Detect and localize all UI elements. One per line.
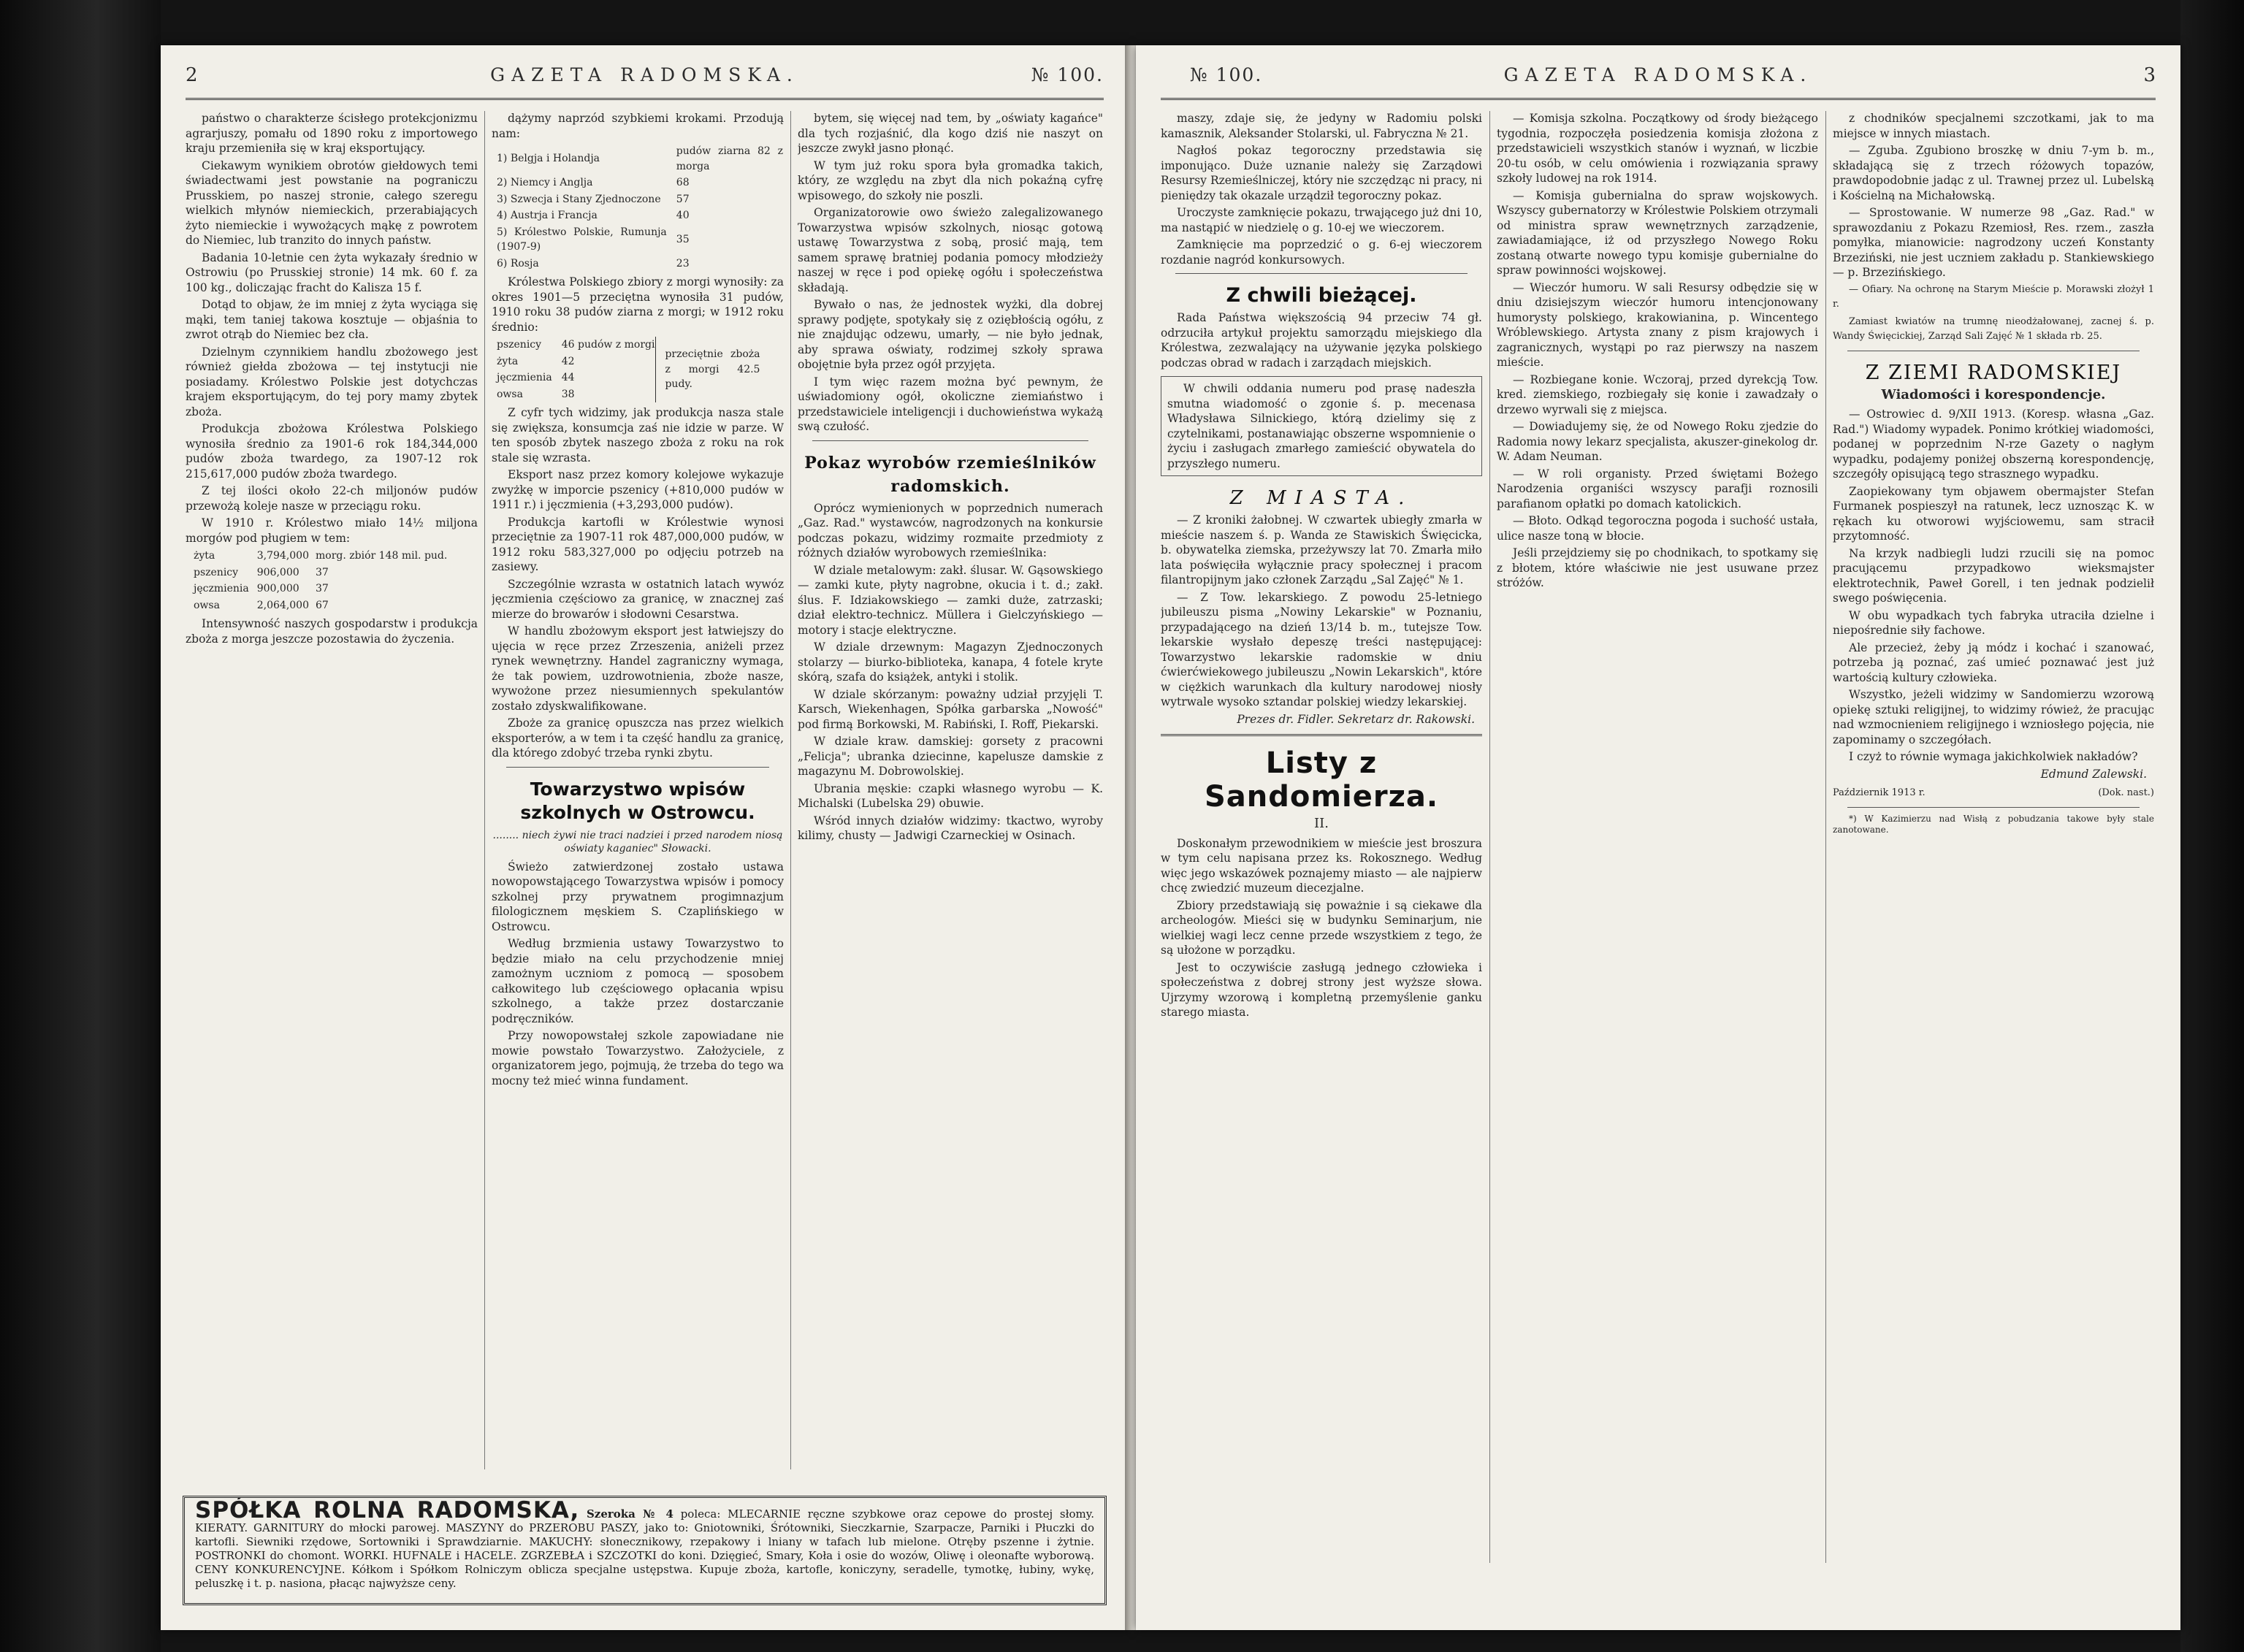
article-paragraph: Produkcja zbożowa Królestwa Polskiego wynosiła średnio za 1901-6 rok 184,344,000 pudów zboża twardego, za 1907-12 rok 215,617,000 pudów zboża twardego. [186, 422, 478, 481]
article-paragraph: Według brzmienia ustawy Towarzystwo to będzie miało na celu przychodzenie mniej zamożnym uczniom z pomocą — sposobem całkowitego lub częściowego opłacania wpisu szkolnego, a także przez dostarczanie podręczników. [492, 937, 784, 1025]
news-item: — Dowiadujemy się, że od Nowego Roku zjedzie do Radomia nowy lekarz specjalista, akuszer-ginekolog dr. W. Adam Neuman. [1497, 420, 1818, 463]
left-masthead: GAZETA RADOMSKA. [490, 64, 799, 85]
article-paragraph: Szczególnie wzrasta w ostatnich latach wywóz jęczmienia częściowo za granicę, w znacznej zaś mierze do browarów i słodowni Cesarstwa. [492, 577, 784, 621]
article-paragraph: I czyż to równie wymaga jakichkolwiek nakładów? [1849, 750, 2138, 763]
article-paragraph: W dziale skórzanym: poważny udział przyjęli T. Karsch, Wiekenhagen, Spółka garbarska „Nowość" pod firmą Borkowski, M. Rabiński, I. Roff, Piekarski. [798, 687, 1103, 731]
section-heading: Z chwili bieżącej. [1226, 284, 1417, 307]
article-paragraph: Uroczyste zamknięcie pokazu, trwającego już dni 10, ma nastąpić w niedzielę o g. 10-ej we wieczorem. [1161, 206, 1482, 234]
article-paragraph: W dziale drzewnym: Magazyn Zjednoczonych stolarzy — biurko-biblioteka, kanapa, 4 fotele kryte skórą, szafa do książek, antyki i stolik. [798, 640, 1103, 684]
article-paragraph: Zaopiekowany tym objawem obermajster Stefan Furmanek pospieszył na ratunek, lecz uznosząc K. w rękach ku otworowi wyjściowemu, sam stracił przytomność. [1833, 484, 2154, 543]
news-item: — W roli organisty. Przed świętami Bożego Narodzenia organiści wszyscy parafji roznosili parafianom opłatki po domach katolickich. [1497, 467, 1818, 510]
signature: Edmund Zalewski. [2040, 767, 2147, 781]
news-item: — Komisja szkolna. Początkowy od środy bieżącego tygodnia, rozpoczęła posiedzenia komisja złożona z przedstawicieli wszystkich stanów i wyznań, w liczbie 20-tu osób, w celu omówienia i rozwiązania sprawy szkoły ludowej na rok 1914. [1497, 112, 1818, 185]
article-paragraph: Intensywność naszych gospodarstw i produkcja zboża z morga jeszcze pozostawia do życzenia. [186, 617, 478, 646]
article-paragraph: Świeżo zatwierdzonej zostało ustawa nowopowstającego Towarzystwa wpisów i pomocy szkolnej przy prywatnem progimnazjum filologicznem męskiem S. Czaplińskiego w Ostrowcu. [492, 860, 784, 933]
article-paragraph: Ciekawym wynikiem obrotów giełdowych temi świadectwami jest powstanie na pograniczu Prusskiem, po naszej stronie, całego szeregu wielkich młynów niemieckich, przerabiających żyto niemieckie i wywożących mąkę z powrotem do Niemiec, lub tranzito do innych państw. [186, 158, 478, 247]
news-item: — Błoto. Odkąd tegoroczna pogoda i suchość ustała, ulice nasze toną w błocie. [1497, 514, 1818, 543]
news-item: — Ofiary. Na ochronę na Starym Mieście p. Morawski złożył 1 r. [1833, 283, 2154, 310]
ad-title: SPÓŁKA ROLNA RADOMSKA, [195, 1497, 580, 1523]
right-column-1 [1161, 111, 1482, 1563]
signature: Prezes dr. Fidler. Sekretarz dr. Rakowski. [1237, 712, 1475, 726]
section-heading: Z MIASTA. [1229, 487, 1413, 509]
motto-quote: ........ niech żywi nie traci nadziei i przed narodem niosą oświaty kaganiec" Słowacki. [492, 829, 783, 854]
right-column-2 [1497, 111, 1818, 1563]
part-number: II. [1314, 816, 1329, 831]
article-paragraph: państwo o charakterze ścisłego protekcjonizmu agrarjuszy, pomału od 1890 roku z importowego kraju przemieniła się w kraj eksportujący. [186, 112, 478, 155]
news-item: — Rozbiegane konie. Wczoraj, przed dyrekcją Tow. kred. ziemskiego, rozbiegały się konie i zawadzały o drzewo wyrwali się z miejsca. [1497, 372, 1818, 416]
article-paragraph: Ubrania męskie: czapki własnego wyrobu — K. Michalski (Lubelska 29) obuwie. [798, 781, 1103, 810]
right-masthead: GAZETA RADOMSKA. [1503, 64, 1813, 85]
article-paragraph: Dotąd to objaw, że im mniej z żyta wyciąga się mąki, tem taniej takowa kosztuje — objaśnia to zwrot otrąb do Niemiec bez cła. [186, 298, 478, 341]
article-paragraph: maszy, zdaje się, że jedyny w Radomiu polski kamasznik, Aleksander Stolarski, ul. Fabryczna № 21. [1161, 112, 1482, 140]
news-item: — Komisja gubernialna do spraw wojskowych. Wszyscy gubernatorzy w Królestwie Polskiem otrzymali od ministra spraw wewnętrznych zarządzenie, zawiadamiające, iż od przyszłego Nowego Roku zostaną otwarte nowego typu komisje gubernialne do spraw powinności wojskowej. [1497, 188, 1818, 277]
right-column-3 [1833, 111, 2154, 1563]
news-item: Jeśli przejdziemy się po chodnikach, to spotkamy się z błotem, które właściwie nie jest usuwane przez stróżów. [1497, 546, 1818, 589]
right-issue-number: № 100. [1190, 64, 1263, 85]
article-paragraph: Doskonałym przewodnikiem w mieście jest broszura w tym celu napisana przez ks. Rokosznego. Według więc jego wskazówek poznajemy miasto — ale najpierw chcę zwiedzić muzeum diecezjalne. [1161, 836, 1482, 895]
article-paragraph: Organizatorowie owo świeżo zalegalizowanego Towarzystwa wpisów szkolnych, niosąc gotową ustawę Towarzystwa z sobą, prosić mają, tem samem sprawę bratniej podania pomocy młodzieży naszej w ręce i pod opiekę ogółu i społeczeństwa składają. [798, 206, 1103, 294]
article-paragraph: Rada Państwa większością 94 przeciw 74 gł. odrzuciła artykuł projektu samorządu miejskiego dla Królestwa, zezwalający na używanie języka polskiego podczas obrad w radach i zarządach miejskich. [1161, 311, 1482, 370]
article-paragraph: Oprócz wymienionych w poprzednich numerach „Gaz. Rad." wystawców, nagrodzonych na konkursie podczas pokazu, widzimy rozmaite przedmioty z różnych działów wyrobowych rzemieślnika: [798, 501, 1103, 559]
news-item: — Zguba. Zgubiono broszkę w dniu 7-ym b. m., składającą się z trzech różowych topazów, prawdopodobnie jadąc z ul. Trawnej przez ul. Lubelską i Kościelną na Michałowską. [1833, 144, 2154, 202]
continuation-note: (Dok. nast.) [2098, 787, 2154, 798]
article-paragraph: Dzielnym czynnikiem handlu zbożowego jest również giełda zbożowa — tej instytucji nie posiadamy. Królestwo Polskie jest dotychczas krajem eksportującym, do tej pory mamy zbytek zboża. [186, 345, 478, 418]
article-paragraph: W dziale kraw. damskiej: gorsety z pracowni „Felicja"; ubranka dziecinne, kapelusze damskie z magazynu M. Dobrowolskiej. [798, 735, 1103, 778]
news-item: — Sprostowanie. W numerze 98 „Gaz. Rad." w sprawozdaniu z Pokazu Rzemiosł, Res. rzem., zaszła pomyłka, mianowicie: nagrodzony uczeń Konstanty Brzeziński, nie jest uczniem zakładu p. Stankiewskiego — p. Brzezińskiego. [1833, 206, 2154, 279]
article-paragraph: Królestwa Polskiego zbiory z morgi wynosiły: za okres 1901—5 przeciętna wynosiła 31 pudów, 1910 roku 38 pudów ziarna z morgi; w 1912 roku średnio: [492, 275, 784, 334]
left-column-1 [186, 111, 478, 1466]
footnote-divider [1847, 807, 2140, 808]
left-issue-number: № 100. [1031, 64, 1104, 85]
news-item: — Wieczór humoru. W sali Resursy odbędzie się w dniu dzisiejszym wieczór humoru intencjonowany humorysty polskiego, krakowianina, p. Wincentego Wróblewskiego. Artysta znany z pism krajowych i zagranicznych, wystąpi po raz pierwszy na naszem mieście. [1497, 280, 1818, 369]
section-heading: Listy z Sandomierza. [1204, 746, 1439, 814]
scanner-background-left [0, 0, 161, 1652]
section-heading: Towarzystwo wpisów szkolnych w Ostrowcu. [520, 778, 755, 823]
article-paragraph: W handlu zbożowym eksport jest łatwiejszy do ujęcia w ręce przez Zrzeszenia, aniżeli przez rynek wewnętrzny. Handel zagraniczny wymaga, że tak powiem, uzdrowotnienia, zboże nasze, wywożone przez niesumiennych spekulantów zostało zdyskwalifikowane. [492, 624, 784, 713]
section-divider [812, 440, 1088, 441]
article-paragraph: Jest to oczywiście zasługą jednego człowieka i społeczeństwa z dobrej strony jest wyższe słowa. Ujrzymy wzorową i kompletną przemyślenie ganku starego miasta. [1161, 960, 1482, 1019]
news-item: z chodników specjalnemi szczotkami, jak to ma miejsce w innych miastach. [1833, 112, 2154, 140]
column-divider [1825, 111, 1826, 1563]
section-divider [1161, 734, 1482, 736]
left-column-3 [798, 111, 1103, 1466]
scanner-background-right [2180, 0, 2244, 1652]
section-divider [506, 767, 769, 768]
column-divider [484, 111, 485, 1469]
article-paragraph: Zboże za granicę opuszcza nas przez wielkich eksporterów, a w tem i ta część handlu za granicę, dla którego zdobyć trzeba rynki zbytu. [492, 716, 784, 760]
country-yield-table: 1) Belgja i Holandja pudów ziarna 82 z morga 2) Niemcy i Anglja 68 3) Szwecja i Stany Zjednoczone 57 4) Austrja i Francja 40 5) Królestwo Polskie, Rumunja (1907-9) 35 6) Rosja 23 [497, 145, 783, 269]
article-paragraph: I tym więc razem można być pewnym, że uświadomiony ogół, okoliczne ziemiaństwo i przedstawiciele inteligencji i duchowieństwa wykażą swą czułość. [798, 375, 1103, 433]
right-page [1136, 45, 2180, 1630]
article-paragraph: Bywało o nas, że jednostek wyżki, dla dobrej sprawy podjęte, spotykały się z oziębłością ogółu, z nie znajdując odzewu, umarły, — nie było jednak, aby sprawa oświaty, rodzimej szkoły sprawa obojętnie była przez ogół przyjęta. [798, 298, 1103, 371]
article-paragraph: Z cyfr tych widzimy, jak produkcja nasza stale się zwiększa, konsumcja zaś nie idzie w parze. W ten sposób zbytek naszego zboża z roku na rok stale się wzrasta. [492, 406, 784, 464]
article-paragraph: Przy nowopowstałej szkole zapowiadane nie mowie powstało Towarzystwo. Założyciele, z organizatorem jego, pojmują, że trzeba do tego wa mocny też mieć winna fundament. [492, 1029, 784, 1087]
article-paragraph: Wśród innych działów widzimy: tkactwo, wyroby kilimy, chusty — Jadwigi Czarneckiej w Osinach. [798, 814, 1103, 842]
article-footer [1833, 786, 2154, 801]
section-subheading: Wiadomości i korespondencje. [1881, 386, 2106, 402]
article-paragraph: W dziale metalowym: zakł. ślusar. W. Gąsowskiego — zamki kute, płyty nagrobne, okucia i t. d.; zakł. ślus. F. Idziakowskiego — zamki duże, zatrzaski; dział elektro-technicz. Müllera i Gielczyńskiego — motory i stacje elektryczne. [798, 563, 1103, 637]
article-paragraph: Na krzyk nadbiegli ludzi rzucili się na pomoc pracującemu przypadkowo wieksmajster elektrotechnik, Paweł Gorell, i ten jednak podzielił swego poświęcenia. [1833, 546, 2154, 605]
article-paragraph: Produkcja kartofli w Królestwie wynosi przeciętnie za 1907-11 rok 487,000,000 pudów, w 1912 roku 583,327,000 po odjęciu potrzeb na zasiewy. [492, 515, 784, 573]
article-paragraph: Wszystko, jeżeli widzimy w Sandomierzu wzorową opiekę sztuki religijnej, to widzimy rówież, że pracując nad wzmocnieniem religijnego i wzniosłego pojęcia, nie zapominamy o szczegółach. [1833, 688, 2154, 746]
left-page-number: 2 [186, 64, 198, 86]
news-item: Zamiast kwiatów na trumnę nieodżałowanej, zacnej ś. p. Wandy Święcickiej, Zarząd Sali Zajęć № 1 składa rb. 25. [1833, 316, 2154, 342]
left-header-rule [186, 98, 1104, 100]
article-paragraph: W obu wypadkach tych fabryka utraciła dzielne i niepośrednie siły fachowe. [1833, 608, 2154, 637]
article-paragraph: Nagłoś pokaz tegoroczny przedstawia się imponująco. Duże uznanie należy się Zarządowi Resursy Rzemieślniczej, który nie szczędząc ni pracy, ni pieniędzy tak okazale urządził tegoroczny pokaz. [1161, 144, 1482, 202]
right-page-number: 3 [2143, 64, 2156, 86]
article-date: Październik 1913 r. [1833, 787, 1926, 798]
article-paragraph: bytem, się więcej nad tem, by „oświaty kagańce" dla tych rozjaśnić, dla kogo dziś nie naszyt on jeszcze zwykł jasno płonąć. [798, 112, 1103, 155]
article-paragraph: Zbiory przedstawiają się poważnie i są ciekawe dla archeologów. Mieści się w budynku Seminarjum, nie wielkiej wagi lecz cenne przede wszystkiem z tego, że są ułożone w porządku. [1161, 898, 1482, 957]
article-paragraph: Eksport nasz przez komory kolejowe wykazuje zwyżkę w imporcie pszenicy (+810,000 pudów w 1911 r.) i jęczmienia (+3,293,000 pudów). [492, 468, 784, 511]
section-heading: Pokaz wyrobów rzemieślników radomskich. [804, 453, 1096, 496]
ad-address: Szeroka № 4 [586, 1507, 673, 1521]
article-paragraph: Zamknięcie ma poprzedzić o g. 6-ej wieczorem rozdanie nagród konkursowych. [1161, 238, 1482, 267]
article-paragraph: Ale przecież, żeby ją módz i kochać i szanować, potrzeba ją poznać, zaś umieć poznawać jest już wartością kultury człowieka. [1833, 640, 2154, 684]
announcement-box [1161, 376, 1482, 476]
article-paragraph: dążymy naprzód szybkiemi krokami. Przodują nam: [492, 112, 784, 140]
morg-table: żyta 3,794,000 morg. zbiór 148 mil. pud. pszenicy 906,000 37 jęczmienia 900,000 37 owsa 2,064,000 67 [194, 550, 448, 611]
advertisement-box [183, 1496, 1107, 1605]
column-divider [1489, 111, 1490, 1563]
article-paragraph: W tym już roku spora była gromadka takich, który, ze względu na zbyt dla nich pokaźną cyfrę wpisowego, do szkoły nie poszli. [798, 158, 1103, 202]
section-heading: Z ZIEMI RADOMSKIEJ [1865, 361, 2122, 384]
right-header-rule [1161, 98, 2156, 100]
news-item: — Z kroniki żałobnej. W czwartek ubiegły zmarła w mieście naszem ś. p. Wanda ze Stawiskich Święcicka, b. obywatelka ziemska, przeżywszy lat 70. Zmarła miło lata poświęciła wyłącznie pracy społecznej i pracom filantropijnym jako członek Zarządu „Sal Zajęć" № 1. [1161, 513, 1482, 586]
article-paragraph: — Ostrowiec d. 9/XII 1913. (Koresp. własna „Gaz. Rad.") Wiadomy wypadek. Ponimo krótkiej wiadomości, podanej w poprzednim N-rze Gazety o nagłym wypadku, podajemy poniżej obszerną korespondencję, szczegóły opisującą tego strasznego wypadku. [1833, 408, 2154, 481]
announcement-text: W chwili oddania numeru pod prasę nadeszła smutna wiadomość o zgonie ś. p. mecenasa Władysława Silnickiego, którą dzielimy się z czytelnikami, postanawiając obszerne wspomnienie o życiu i zasługach zmarłego zamieścić obywatela do przyszłego numeru. [1167, 382, 1476, 470]
article-paragraph: Badania 10-letnie cen żyta wykazały średnio w Ostrowiu (po Prusskiej stronie) 14 mk. 60 f. za 100 kg., doliczając fracht do Kalisza 15 f. [186, 251, 478, 294]
article-paragraph: W 1910 r. Królestwo miało 14½ miljona morgów pod pługiem w tem: [186, 516, 478, 545]
footnote: *) W Kazimierzu nad Wisłą z pobudzania takowe były stale zanotowane. [1833, 813, 2154, 835]
left-column-2 [492, 111, 784, 1466]
section-divider [1175, 273, 1468, 274]
ad-text: poleca: MLECARNIE ręczne szybkowe oraz cepowe do prostej słomy. KIERATY. GARNITURY do młocki parowej. MASZYNY do PRZEROBU PASZY, jako to: Gniotowniki, Śrótowniki, Sieczkarnie, Szarpacze, Parniki i Płuczki do kartofli. Siewniki rzędowe, Sortowniki i Sprawdziarnie. MAKUCHY: słonecznikowy, rzepakowy i lniany w tafach lub mielone. Otręby pszenne i żytnie. POSTRONKI do chomont. WORKI. HUFNALE i HACELE. ZGRZEBŁA i SZCZOTKI do koni. Dzięgieć, Smary, Koła i osie do wozów, Oliwę i oleonafte wyborową. CENY KONKURENCYJNE. Kółkom i Spółkom Rolniczym oblicza specjalne ustępstwa. Kupuje zboża, kartofle, koniczyny, seradelle, tymotkę, łubiny, wykę, peluszkę i t. p. nasiona, płacąc najwyższe ceny. [195, 1507, 1094, 1590]
left-page [161, 45, 1129, 1630]
article-paragraph: Z tej ilości około 22-ch miljonów pudów przewożą koleje nasze w przeciągu roku. [186, 484, 478, 513]
grain-yield-table: pszenicy 46 pudów z morgi przeciętnie zboża z morgi 42.5 pudy. żyta 42 jęczmienia 44 owsa 38 [496, 337, 760, 402]
left-page-header [186, 64, 1104, 95]
column-divider [790, 111, 791, 1469]
right-page-header [1161, 64, 2156, 95]
news-item: — Z Tow. lekarskiego. Z powodu 25-letniego jubileuszu pisma „Nowiny Lekarskie" w Poznaniu, przypadającego na dzień 13/14 b. m., tutejsze Tow. lekarskie wysłało depeszę treści następującej: Towarzystwo lekarskie radomskie w dniu ćwierćwiekowego jubileuszu „Nowin Lekarskich", które w ciężkich warunkach dla kultury narodowej niosły wytrwale wysoko sztandar polskiej wiedzy lekarskiej. [1161, 590, 1482, 708]
